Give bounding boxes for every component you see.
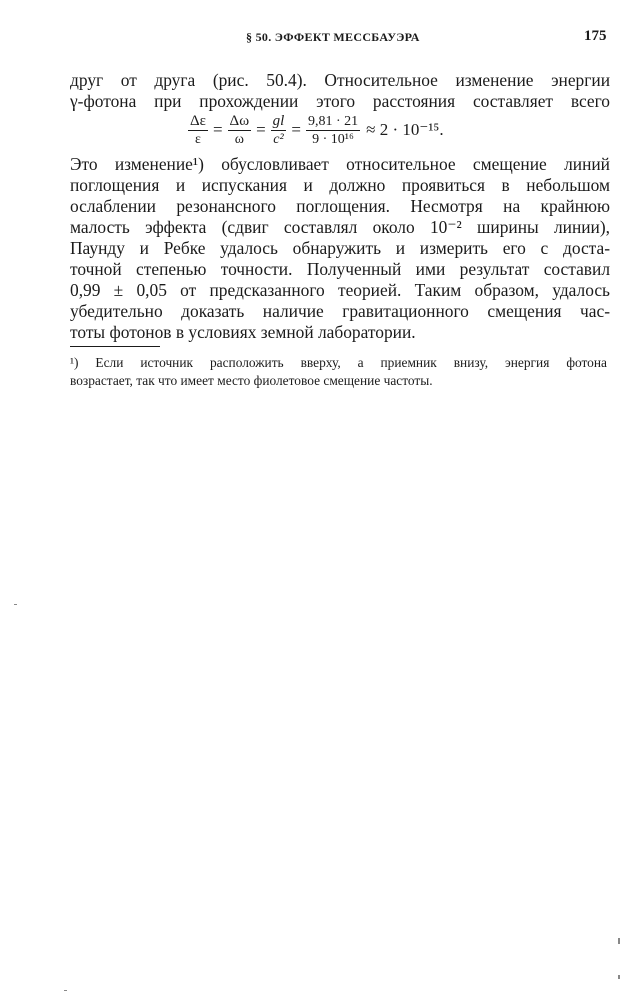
body-line: малость эффекта (сдвиг составлял около 10⁻² ширины линии), <box>70 217 610 237</box>
fraction-denominator: ε <box>195 131 201 147</box>
fraction-numerator: Δε <box>190 112 206 129</box>
body-line: убедительно доказать наличие гравитационного смещения час- <box>70 301 610 321</box>
footnote-line: возрастает, так что имеет место фиолетовое смещение частоты. <box>70 373 433 388</box>
equals-sign: = <box>291 120 301 139</box>
body-line: точной степенью точности. Полученный ими результат составил <box>70 259 610 279</box>
equals-sign: = <box>212 120 223 139</box>
body-line: 0,99 ± 0,05 от предсказанного теорией. Таким образом, удалось <box>70 280 610 300</box>
scan-speck <box>618 975 620 979</box>
fraction-gl-c2 <box>271 113 287 148</box>
body-line: Это изменение¹) обусловливает относительное смещение линий <box>70 154 610 174</box>
body-line: γ-фотона при прохождении этого расстояния составляет всего <box>70 91 610 111</box>
fraction-delta-omega <box>228 113 252 148</box>
display-formula <box>186 109 444 151</box>
fraction-numeric <box>306 113 360 148</box>
fraction-numerator: 9,81 · 21 <box>307 113 359 129</box>
scan-speck <box>14 604 17 605</box>
equals-sign: = <box>256 120 266 139</box>
footnote-line: ¹) Если источник расположить вверху, а приемник внизу, энергия фотона <box>70 355 607 370</box>
body-line: друг от друга (рис. 50.4). Относительное изменение энергии <box>70 70 610 90</box>
fraction-delta-epsilon <box>188 113 208 148</box>
body-line: Паунду и Ребке удалось обнаружить и измерить его с доста- <box>70 238 610 258</box>
running-head: § 50. ЭФФЕКТ МЕССБАУЭРА <box>246 30 420 44</box>
scan-speck <box>618 938 620 944</box>
fraction-numerator: gl <box>272 112 285 129</box>
body-line: поглощения и испускания и должно проявиться в небольшом <box>70 175 610 195</box>
formula-result: ≈ 2 · 10⁻¹⁵. <box>366 120 444 139</box>
fraction-numerator: Δω <box>229 112 250 129</box>
fraction-denominator: c² <box>273 131 284 147</box>
fraction-denominator: 9 · 10¹⁶ <box>312 131 354 147</box>
fraction-denominator: ω <box>234 131 244 147</box>
body-line: тоты фотонов в условиях земной лаборатории. <box>70 322 416 342</box>
footnote-rule <box>70 346 160 347</box>
page-number: 175 <box>584 28 607 44</box>
scan-speck <box>64 990 67 991</box>
body-line: ослаблении резонансного поглощения. Несмотря на крайнюю <box>70 196 610 216</box>
